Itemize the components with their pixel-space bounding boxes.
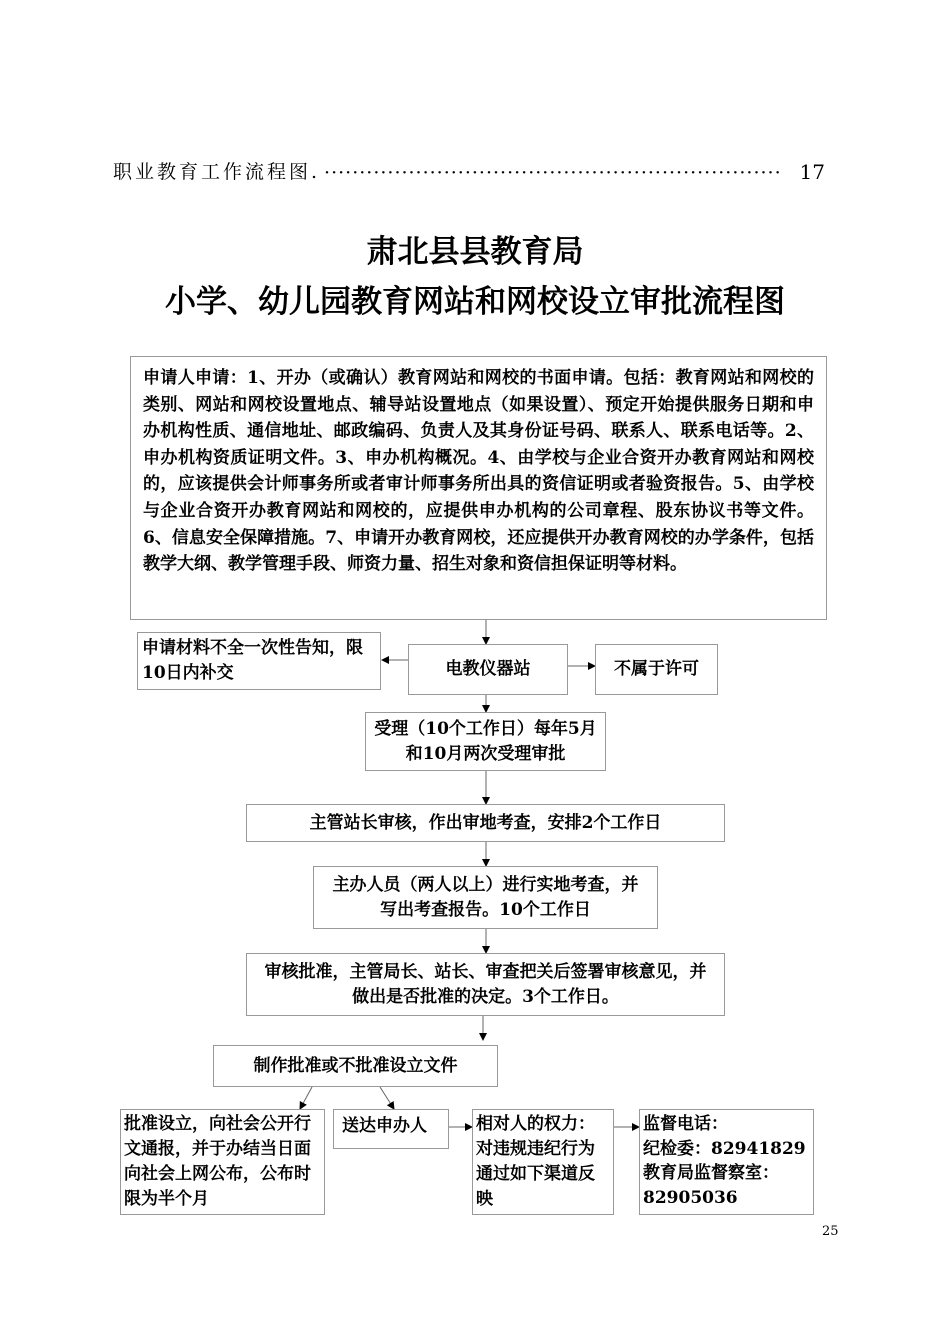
supervise-line-3: 82905036 — [643, 1187, 738, 1208]
deliver-text: 送达申办人 — [342, 1116, 427, 1136]
station-text: 电教仪器站 — [445, 659, 531, 679]
supervise-line-2: 教育局监督察室： — [643, 1163, 779, 1183]
supervise-line-1: 纪检委：82941829 — [643, 1138, 806, 1159]
arrow-make-doc-to-announce — [300, 1087, 312, 1109]
announce-text: 批准设立，向社会公开行文通报，并于办结当日面向社会上网公布，公布时限为半个月 — [124, 1114, 311, 1209]
arrow-make-doc-to-deliver — [380, 1087, 394, 1109]
application-box — [130, 356, 827, 620]
not-licensed-box — [595, 644, 718, 695]
accept-box — [365, 712, 606, 771]
application-text: 申请人申请：1、开办（或确认）教育网站和网校的书面申请。包括：教育网站和网校的类别、网站和网校设置地点、辅导站设置地点（如果设置）、预定开始提供服务日期和申办机构性质、通信地址、邮政编码、负责人及其身份证号码、联系人、联系电话等。2、申办机构资质证明文件。3、申办机构概况。4、由学校与企业合资开办教育网站和网校的，应该提供会计师事务所或者审计师事务所出具的资信证明或者验资报告。5、由学校与企业合资开办教育网站和网校的，应提供申办机构的公司章程、股东协议书等文件。6、信息安全保障措施。7、申请开办教育网校，还应提供开办教育网校的办学条件，包括教学大纲、教学管理手段、师资力量、招生对象和资信担保证明等材料。 — [143, 368, 814, 575]
supervise-box — [639, 1109, 814, 1215]
toc-leader-dots: ································································· — [324, 162, 782, 184]
approve-text: 审核批准，主管局长、站长、审查把关后签署审核意见，并做出是否批准的决定。3个工作日。 — [264, 961, 707, 1007]
not-licensed-text: 不属于许可 — [614, 659, 699, 679]
station-box — [408, 644, 568, 695]
inspect-text: 主办人员（两人以上）进行实地考查，并写出考查报告。10个工作日 — [332, 874, 639, 920]
inspect-box — [313, 866, 658, 929]
supervise-title: 监督电话： — [643, 1114, 728, 1134]
review-text: 主管站长审核，作出审地考查，安排2个工作日 — [309, 812, 662, 833]
title-line-2: 小学、幼儿园教育网站和网校设立审批流程图 — [165, 284, 785, 320]
review-box — [246, 804, 725, 842]
toc-label: 职业教育工作流程图. — [113, 161, 321, 183]
incomplete-box — [137, 632, 381, 690]
page-number: 25 — [822, 1224, 839, 1239]
rights-text: 相对人的权力：对违规违纪行为通过如下渠道反映 — [476, 1114, 595, 1209]
rights-box — [472, 1109, 614, 1215]
announce-box — [120, 1109, 325, 1215]
make-doc-text: 制作批准或不批准设立文件 — [253, 1055, 458, 1076]
approve-box — [246, 953, 725, 1016]
incomplete-text: 申请材料不全一次性告知，限10日内补交 — [142, 638, 363, 683]
toc-page-number: 17 — [799, 160, 825, 184]
make-doc-box — [213, 1045, 498, 1087]
accept-text: 受理（10个工作日）每年5月和10月两次受理审批 — [374, 718, 597, 764]
title-line-1: 肃北县县教育局 — [366, 234, 584, 270]
deliver-box — [333, 1109, 449, 1149]
